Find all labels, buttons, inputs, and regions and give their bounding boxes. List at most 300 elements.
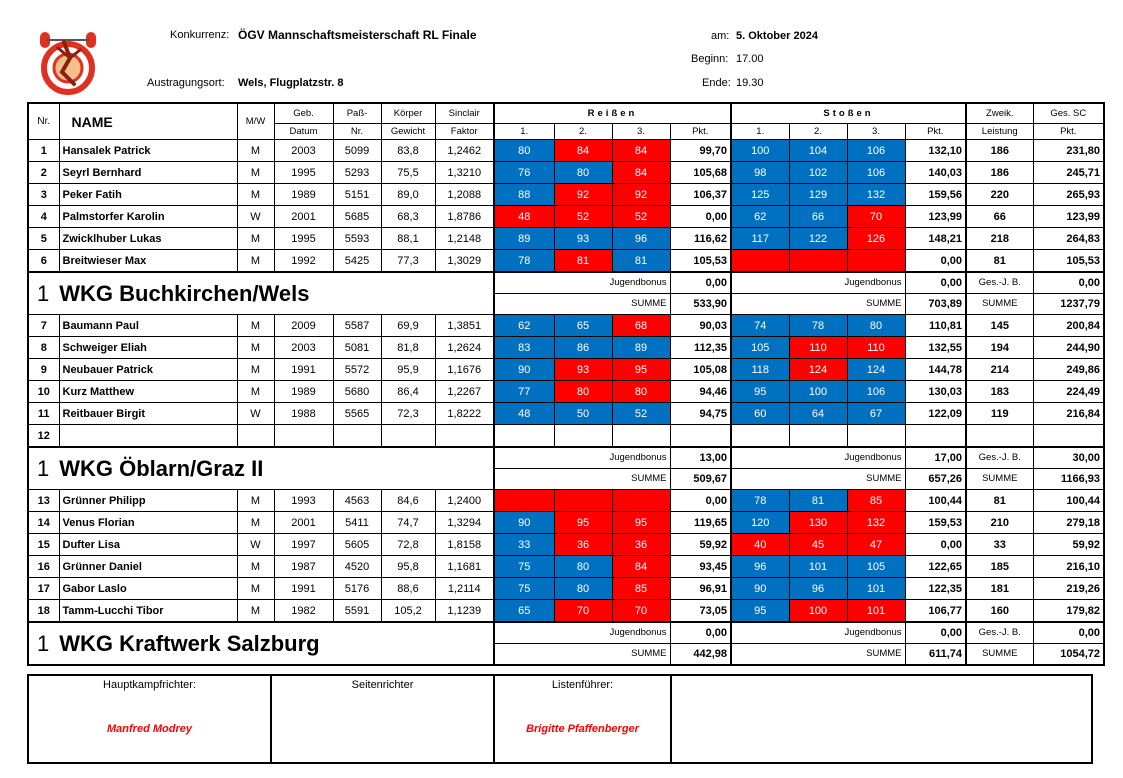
snatch-sum-value: 509,67 <box>670 469 731 490</box>
athlete-name: Palmstorfer Karolin <box>59 206 237 228</box>
athlete-bodyweight: 69,9 <box>381 315 435 337</box>
total-kg <box>966 425 1033 448</box>
clean-jerk-attempt-3: 106 <box>847 162 905 184</box>
total-sinclair-points: 216,84 <box>1033 403 1104 425</box>
clean-jerk-attempt-2: 129 <box>789 184 847 206</box>
athlete-gender <box>237 425 274 448</box>
athlete-name: Reitbauer Birgit <box>59 403 237 425</box>
snatch-attempt-1 <box>494 425 554 448</box>
clean-jerk-points: 148,21 <box>905 228 966 250</box>
athlete-sinclair: 1,3029 <box>435 250 494 273</box>
snatch-points: 105,53 <box>670 250 731 273</box>
total-sinclair-points: 244,90 <box>1033 337 1104 359</box>
col-s-pkt: Pkt. <box>905 124 966 140</box>
athlete-nr: 3 <box>28 184 59 206</box>
athlete-gender: M <box>237 315 274 337</box>
snatch-attempt-2: 84 <box>554 140 612 162</box>
clean-jerk-attempt-1: 105 <box>731 337 789 359</box>
athlete-nr: 4 <box>28 206 59 228</box>
total-kg: 33 <box>966 534 1033 556</box>
athlete-gender: M <box>237 140 274 162</box>
clean-jerk-attempt-1: 118 <box>731 359 789 381</box>
snatch-points: 106,37 <box>670 184 731 206</box>
athlete-birth-year: 1982 <box>274 600 333 623</box>
athlete-pass-nr: 5151 <box>333 184 381 206</box>
athlete-gender: M <box>237 337 274 359</box>
clean-jerk-attempt-2: 110 <box>789 337 847 359</box>
athlete-name: Baumann Paul <box>59 315 237 337</box>
signature-name: Brigitte Pfaffenberger <box>526 723 639 735</box>
clean-jerk-attempt-3: 132 <box>847 512 905 534</box>
col-name: NAME <box>59 103 237 140</box>
athlete-pass-nr: 5411 <box>333 512 381 534</box>
clean-jerk-sum-label: SUMME <box>731 294 905 315</box>
clean-jerk-attempt-3: 67 <box>847 403 905 425</box>
team-name: WKG Buchkirchen/Wels <box>59 280 310 306</box>
athlete-birth-year: 1991 <box>274 359 333 381</box>
snatch-attempt-3: 95 <box>612 359 670 381</box>
snatch-points: 94,46 <box>670 381 731 403</box>
athlete-row <box>28 359 1104 381</box>
clean-jerk-attempt-2 <box>789 250 847 273</box>
athlete-name: Grünner Daniel <box>59 556 237 578</box>
snatch-attempt-1: 62 <box>494 315 554 337</box>
results-table <box>27 102 1105 666</box>
snatch-attempt-2: 70 <box>554 600 612 623</box>
clean-jerk-points: 0,00 <box>905 534 966 556</box>
document-header <box>0 0 1123 100</box>
clean-jerk-points: 106,77 <box>905 600 966 623</box>
beginn-value: 17.00 <box>736 53 764 65</box>
clean-jerk-attempt-3: 106 <box>847 140 905 162</box>
athlete-sinclair: 1,8222 <box>435 403 494 425</box>
snatch-attempt-2: 93 <box>554 359 612 381</box>
clean-jerk-attempt-1: 74 <box>731 315 789 337</box>
clean-jerk-attempt-1: 78 <box>731 490 789 512</box>
athlete-gender: M <box>237 556 274 578</box>
snatch-points: 116,62 <box>670 228 731 250</box>
clean-jerk-attempt-1: 95 <box>731 600 789 623</box>
athlete-bodyweight: 77,3 <box>381 250 435 273</box>
clean-jerk-attempt-3: 105 <box>847 556 905 578</box>
athlete-gender: W <box>237 534 274 556</box>
athlete-bodyweight: 86,4 <box>381 381 435 403</box>
snatch-points: 0,00 <box>670 206 731 228</box>
athlete-sinclair: 1,3294 <box>435 512 494 534</box>
clean-jerk-attempt-3: 70 <box>847 206 905 228</box>
athlete-nr: 16 <box>28 556 59 578</box>
team-rank: 1 <box>37 455 50 481</box>
clean-jerk-points: 110,81 <box>905 315 966 337</box>
clean-jerk-attempt-2: 96 <box>789 578 847 600</box>
snatch-bonus-value: 0,00 <box>670 272 731 294</box>
athlete-bodyweight: 89,0 <box>381 184 435 206</box>
athlete-name: Gabor Laslo <box>59 578 237 600</box>
clean-jerk-attempt-3: 101 <box>847 578 905 600</box>
athlete-pass-nr: 5293 <box>333 162 381 184</box>
col-mw: M/W <box>237 103 274 140</box>
athlete-nr: 6 <box>28 250 59 273</box>
athlete-row <box>28 228 1104 250</box>
clean-jerk-attempt-2: 101 <box>789 556 847 578</box>
snatch-attempt-3: 36 <box>612 534 670 556</box>
athlete-nr: 18 <box>28 600 59 623</box>
athlete-pass-nr: 5081 <box>333 337 381 359</box>
athlete-birth-year: 1997 <box>274 534 333 556</box>
clean-jerk-attempt-1: 90 <box>731 578 789 600</box>
athlete-sinclair <box>435 425 494 448</box>
athlete-birth-year: 1992 <box>274 250 333 273</box>
athlete-pass-nr: 4520 <box>333 556 381 578</box>
total-kg: 185 <box>966 556 1033 578</box>
team-bonus-row <box>28 447 1104 469</box>
athlete-birth-year: 1989 <box>274 381 333 403</box>
total-kg: 119 <box>966 403 1033 425</box>
snatch-attempt-3: 81 <box>612 250 670 273</box>
col-pass: Paß- <box>333 103 381 124</box>
total-kg: 214 <box>966 359 1033 381</box>
clean-jerk-attempt-3: 85 <box>847 490 905 512</box>
clean-jerk-attempt-3: 101 <box>847 600 905 623</box>
snatch-points: 96,91 <box>670 578 731 600</box>
athlete-row <box>28 403 1104 425</box>
snatch-attempt-3: 84 <box>612 556 670 578</box>
total-kg: 218 <box>966 228 1033 250</box>
athlete-nr: 1 <box>28 140 59 162</box>
clean-jerk-points: 122,09 <box>905 403 966 425</box>
col-gessc: Ges. SC <box>1033 103 1104 124</box>
signature-listenfuehrer <box>495 676 672 762</box>
clean-jerk-attempt-3: 126 <box>847 228 905 250</box>
signature-title: Seitenrichter <box>351 679 414 691</box>
athlete-bodyweight: 72,8 <box>381 534 435 556</box>
athlete-row <box>28 556 1104 578</box>
athlete-pass-nr <box>333 425 381 448</box>
date-label: am: <box>711 30 730 42</box>
snatch-attempt-2 <box>554 425 612 448</box>
snatch-attempt-3 <box>612 425 670 448</box>
athlete-sinclair: 1,3210 <box>435 162 494 184</box>
total-sum-label: SUMME <box>966 469 1033 490</box>
clean-jerk-attempt-3: 132 <box>847 184 905 206</box>
clean-jerk-attempt-2 <box>789 425 847 448</box>
clean-jerk-attempt-1: 117 <box>731 228 789 250</box>
clean-jerk-attempt-2: 64 <box>789 403 847 425</box>
clean-jerk-attempt-2: 102 <box>789 162 847 184</box>
athlete-birth-year: 1988 <box>274 403 333 425</box>
clean-jerk-attempt-1: 60 <box>731 403 789 425</box>
athlete-sinclair: 1,8158 <box>435 534 494 556</box>
signature-seitenrichter <box>272 676 495 762</box>
athlete-sinclair: 1,2267 <box>435 381 494 403</box>
athlete-nr: 7 <box>28 315 59 337</box>
clean-jerk-bonus-value: 0,00 <box>905 272 966 294</box>
total-sum-label: SUMME <box>966 644 1033 666</box>
col-s3: 3. <box>847 124 905 140</box>
total-sum-label: SUMME <box>966 294 1033 315</box>
snatch-attempt-1: 90 <box>494 359 554 381</box>
snatch-attempt-2: 80 <box>554 162 612 184</box>
total-kg: 210 <box>966 512 1033 534</box>
total-sinclair-points: 264,83 <box>1033 228 1104 250</box>
total-sinclair-points: 216,10 <box>1033 556 1104 578</box>
athlete-row <box>28 425 1104 448</box>
snatch-points: 94,75 <box>670 403 731 425</box>
snatch-points: 99,70 <box>670 140 731 162</box>
total-kg: 220 <box>966 184 1033 206</box>
total-sinclair-points: 279,18 <box>1033 512 1104 534</box>
snatch-attempt-3: 80 <box>612 381 670 403</box>
col-gessc-sub: Pkt. <box>1033 124 1104 140</box>
clean-jerk-attempt-2: 81 <box>789 490 847 512</box>
clean-jerk-attempt-1 <box>731 425 789 448</box>
clean-jerk-attempt-2: 100 <box>789 381 847 403</box>
athlete-gender: M <box>237 578 274 600</box>
athlete-birth-year: 2003 <box>274 140 333 162</box>
snatch-attempt-1: 75 <box>494 556 554 578</box>
athlete-birth-year <box>274 425 333 448</box>
snatch-attempt-3: 52 <box>612 403 670 425</box>
athlete-nr: 8 <box>28 337 59 359</box>
clean-jerk-bonus-label: Jugendbonus <box>731 447 905 469</box>
snatch-bonus-value: 0,00 <box>670 622 731 644</box>
snatch-attempt-3: 52 <box>612 206 670 228</box>
snatch-attempt-3 <box>612 490 670 512</box>
athlete-nr: 13 <box>28 490 59 512</box>
athlete-row <box>28 250 1104 273</box>
snatch-attempt-3: 68 <box>612 315 670 337</box>
total-kg: 81 <box>966 250 1033 273</box>
athlete-bodyweight: 83,8 <box>381 140 435 162</box>
clean-jerk-points: 122,35 <box>905 578 966 600</box>
clean-jerk-bonus-label: Jugendbonus <box>731 622 905 644</box>
athlete-gender: M <box>237 250 274 273</box>
team-rank: 1 <box>37 280 50 306</box>
athlete-pass-nr: 5572 <box>333 359 381 381</box>
clean-jerk-sum-label: SUMME <box>731 469 905 490</box>
snatch-bonus-label: Jugendbonus <box>494 622 670 644</box>
snatch-attempt-2: 92 <box>554 184 612 206</box>
athlete-nr: 5 <box>28 228 59 250</box>
athlete-name: Neubauer Patrick <box>59 359 237 381</box>
snatch-attempt-2: 50 <box>554 403 612 425</box>
snatch-points: 0,00 <box>670 490 731 512</box>
col-r3: 3. <box>612 124 670 140</box>
total-sinclair-points: 179,82 <box>1033 600 1104 623</box>
snatch-sum-value: 442,98 <box>670 644 731 666</box>
snatch-points: 59,92 <box>670 534 731 556</box>
snatch-sum-label: SUMME <box>494 644 670 666</box>
snatch-bonus-label: Jugendbonus <box>494 272 670 294</box>
col-koerper: Körper <box>381 103 435 124</box>
clean-jerk-bonus-value: 0,00 <box>905 622 966 644</box>
col-s1: 1. <box>731 124 789 140</box>
clean-jerk-points: 132,10 <box>905 140 966 162</box>
col-pass-sub: Nr. <box>333 124 381 140</box>
total-kg: 181 <box>966 578 1033 600</box>
clean-jerk-attempt-1: 125 <box>731 184 789 206</box>
athlete-bodyweight: 84,6 <box>381 490 435 512</box>
clean-jerk-points: 132,55 <box>905 337 966 359</box>
athlete-nr: 11 <box>28 403 59 425</box>
athlete-sinclair: 1,1239 <box>435 600 494 623</box>
snatch-attempt-3: 84 <box>612 140 670 162</box>
clean-jerk-attempt-2: 130 <box>789 512 847 534</box>
total-sum-value: 1054,72 <box>1033 644 1104 666</box>
snatch-attempt-1: 48 <box>494 403 554 425</box>
clean-jerk-attempt-2: 100 <box>789 600 847 623</box>
athlete-gender: M <box>237 184 274 206</box>
athlete-pass-nr: 5680 <box>333 381 381 403</box>
total-bonus-label: Ges.-J. B. <box>966 272 1033 294</box>
clean-jerk-sum-value: 657,26 <box>905 469 966 490</box>
snatch-attempt-1: 65 <box>494 600 554 623</box>
total-sum-value: 1166,93 <box>1033 469 1104 490</box>
clean-jerk-attempt-3: 124 <box>847 359 905 381</box>
total-sinclair-points: 231,80 <box>1033 140 1104 162</box>
clean-jerk-points: 159,53 <box>905 512 966 534</box>
clean-jerk-points: 159,56 <box>905 184 966 206</box>
athlete-bodyweight: 74,7 <box>381 512 435 534</box>
snatch-attempt-2 <box>554 490 612 512</box>
athlete-nr: 2 <box>28 162 59 184</box>
clean-jerk-attempt-3: 110 <box>847 337 905 359</box>
athlete-sinclair: 1,8786 <box>435 206 494 228</box>
snatch-attempt-2: 93 <box>554 228 612 250</box>
snatch-attempt-2: 80 <box>554 381 612 403</box>
athlete-row <box>28 184 1104 206</box>
athlete-name: Hansalek Patrick <box>59 140 237 162</box>
snatch-attempt-2: 81 <box>554 250 612 273</box>
col-nr: Nr. <box>28 103 59 140</box>
team-summary-cell <box>28 622 494 665</box>
col-sinclair: Sinclair <box>435 103 494 124</box>
snatch-points: 119,65 <box>670 512 731 534</box>
athlete-row <box>28 162 1104 184</box>
snatch-attempt-1: 77 <box>494 381 554 403</box>
athlete-bodyweight: 75,5 <box>381 162 435 184</box>
athlete-sinclair: 1,1681 <box>435 556 494 578</box>
snatch-attempt-2: 95 <box>554 512 612 534</box>
athlete-bodyweight: 88,1 <box>381 228 435 250</box>
snatch-bonus-label: Jugendbonus <box>494 447 670 469</box>
athlete-name: Kurz Matthew <box>59 381 237 403</box>
clean-jerk-sum-value: 703,89 <box>905 294 966 315</box>
snatch-attempt-1: 78 <box>494 250 554 273</box>
col-koerper-sub: Gewicht <box>381 124 435 140</box>
clean-jerk-attempt-1: 40 <box>731 534 789 556</box>
col-zweik-sub: Leistung <box>966 124 1033 140</box>
athlete-pass-nr: 5587 <box>333 315 381 337</box>
athlete-nr: 17 <box>28 578 59 600</box>
total-bonus-value: 30,00 <box>1033 447 1104 469</box>
clean-jerk-points <box>905 425 966 448</box>
snatch-attempt-1: 75 <box>494 578 554 600</box>
athlete-name <box>59 425 237 448</box>
col-group-stossen: Stoßen <box>731 103 966 124</box>
athlete-name: Peker Fatih <box>59 184 237 206</box>
athlete-pass-nr: 5593 <box>333 228 381 250</box>
konkurrenz-value: ÖGV Mannschaftsmeisterschaft RL Finale <box>238 28 477 42</box>
total-bonus-label: Ges.-J. B. <box>966 622 1033 644</box>
ort-label: Austragungsort: <box>147 77 225 89</box>
snatch-attempt-3: 92 <box>612 184 670 206</box>
athlete-bodyweight: 95,8 <box>381 556 435 578</box>
snatch-attempt-1: 80 <box>494 140 554 162</box>
signature-hauptkampfrichter <box>29 676 272 762</box>
ort-value: Wels, Flugplatzstr. 8 <box>238 77 344 89</box>
clean-jerk-attempt-1: 96 <box>731 556 789 578</box>
clean-jerk-attempt-1: 120 <box>731 512 789 534</box>
ende-value: 19.30 <box>736 77 764 89</box>
col-r2: 2. <box>554 124 612 140</box>
athlete-row <box>28 206 1104 228</box>
snatch-attempt-3: 95 <box>612 512 670 534</box>
athlete-name: Schweiger Eliah <box>59 337 237 359</box>
snatch-attempt-2: 80 <box>554 556 612 578</box>
athlete-birth-year: 2009 <box>274 315 333 337</box>
total-sinclair-points: 224,49 <box>1033 381 1104 403</box>
col-sinclair-sub: Faktor <box>435 124 494 140</box>
total-sinclair-points: 200,84 <box>1033 315 1104 337</box>
col-zweik: Zweik. <box>966 103 1033 124</box>
total-kg: 186 <box>966 140 1033 162</box>
snatch-attempt-2: 52 <box>554 206 612 228</box>
athlete-gender: M <box>237 381 274 403</box>
athlete-name: Tamm-Lucchi Tibor <box>59 600 237 623</box>
total-kg: 160 <box>966 600 1033 623</box>
total-bonus-label: Ges.-J. B. <box>966 447 1033 469</box>
athlete-row <box>28 534 1104 556</box>
team-bonus-row <box>28 272 1104 294</box>
col-geb: Geb. <box>274 103 333 124</box>
athlete-row <box>28 381 1104 403</box>
clean-jerk-points: 123,99 <box>905 206 966 228</box>
signature-area <box>27 674 1093 764</box>
total-kg: 66 <box>966 206 1033 228</box>
snatch-attempt-1: 83 <box>494 337 554 359</box>
athlete-birth-year: 1991 <box>274 578 333 600</box>
snatch-attempt-2: 36 <box>554 534 612 556</box>
athlete-row <box>28 140 1104 162</box>
total-sinclair-points: 219,26 <box>1033 578 1104 600</box>
beginn-label: Beginn: <box>691 53 729 65</box>
snatch-points <box>670 425 731 448</box>
snatch-attempt-3: 96 <box>612 228 670 250</box>
header-row-1 <box>28 103 1104 124</box>
col-group-reissen: Reißen <box>494 103 731 124</box>
snatch-attempt-3: 70 <box>612 600 670 623</box>
ende-label: Ende: <box>702 77 731 89</box>
clean-jerk-attempt-2: 104 <box>789 140 847 162</box>
snatch-sum-label: SUMME <box>494 294 670 315</box>
athlete-sinclair: 1,2624 <box>435 337 494 359</box>
athlete-bodyweight: 81,8 <box>381 337 435 359</box>
athlete-sinclair: 1,2148 <box>435 228 494 250</box>
athlete-row <box>28 512 1104 534</box>
clean-jerk-attempt-1: 62 <box>731 206 789 228</box>
clean-jerk-points: 130,03 <box>905 381 966 403</box>
col-r1: 1. <box>494 124 554 140</box>
clean-jerk-attempt-2: 124 <box>789 359 847 381</box>
snatch-sum-value: 533,90 <box>670 294 731 315</box>
athlete-bodyweight: 95,9 <box>381 359 435 381</box>
athlete-name: Venus Florian <box>59 512 237 534</box>
snatch-bonus-value: 13,00 <box>670 447 731 469</box>
athlete-pass-nr: 5099 <box>333 140 381 162</box>
clean-jerk-sum-label: SUMME <box>731 644 905 666</box>
athlete-row <box>28 337 1104 359</box>
